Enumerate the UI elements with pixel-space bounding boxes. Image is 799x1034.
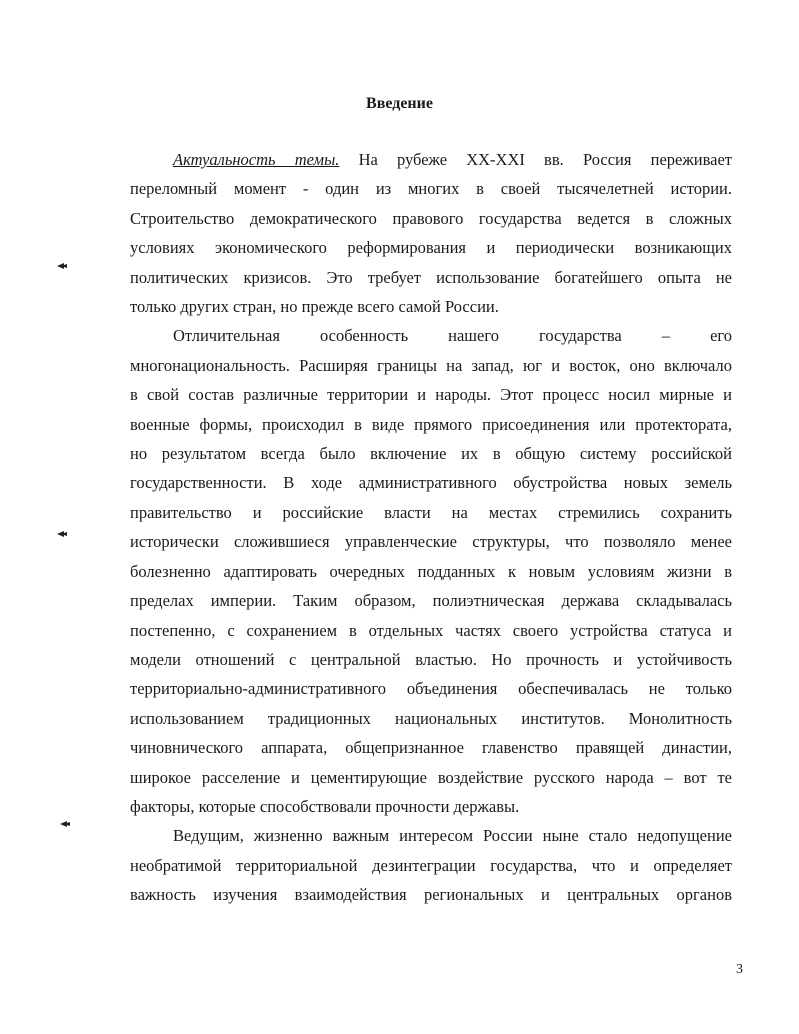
paragraph xyxy=(130,321,732,821)
text-line: в свой состав различные территории и народы. Этот процесс носил мирные и xyxy=(130,385,732,405)
text-line: условиях экономического реформирования и периодически возникающих xyxy=(130,238,732,258)
margin-mark-icon xyxy=(57,530,67,538)
text-line: государственности. В ходе административного обустройства новых земель xyxy=(130,473,732,493)
page-number: 3 xyxy=(736,962,743,977)
text-line: территориально-административного объединения обеспечивалась не только xyxy=(130,679,732,699)
text-line: Строительство демократического правового государства ведется в сложных xyxy=(130,208,732,228)
text-line: Отличительная особенность нашего государства – его xyxy=(173,326,732,346)
text-line: использованием традиционных национальных институтов. Монолитность xyxy=(130,708,732,728)
text-line: чиновнического аппарата, общепризнанное главенство правящей династии, xyxy=(130,738,732,758)
text-line: переломный момент - один из многих в своей тысячелетней истории. xyxy=(130,179,732,199)
text-line: многонациональность. Расширяя границы на запад, юг и восток, оно включало xyxy=(130,355,732,375)
text-line: необратимой территориальной дезинтеграции государства, что и определяет xyxy=(130,855,732,875)
text-line: только других стран, но прежде всего самой России. xyxy=(130,297,499,317)
topic-label: Актуальность темы. xyxy=(173,150,340,169)
text-line: исторически сложившиеся управленческие структуры, что позволяло менее xyxy=(130,532,732,552)
text-line: модели отношений с центральной властью. Но прочность и устойчивость xyxy=(130,649,732,669)
text-line: широкое расселение и цементирующие воздействие русского народа – вот те xyxy=(130,767,732,787)
page-title: Введение xyxy=(366,95,433,112)
text-line: факторы, которые способствовали прочности державы. xyxy=(130,796,520,816)
text-line: Актуальность темы. На рубеже XX-XXI вв. Россия переживает xyxy=(173,150,732,169)
text-line: политических кризисов. Это требует использование богатейшего опыта не xyxy=(130,267,732,287)
text-line: правительство и российские власти на местах стремились сохранить xyxy=(130,502,732,522)
margin-mark-icon xyxy=(57,262,67,270)
text-line: Ведущим, жизненно важным интересом России ныне стало недопущение xyxy=(173,826,732,846)
body-text xyxy=(130,145,732,910)
paragraph xyxy=(130,821,732,909)
text-line: важность изучения взаимодействия региональных и центральных органов xyxy=(130,885,732,905)
text-line: военные формы, происходил в виде прямого присоединения или протектората, xyxy=(130,414,732,434)
text-line: пределах империи. Таким образом, полиэтническая держава складывалась xyxy=(130,591,732,611)
text-line: болезненно адаптировать очередных подданных к новым условиям жизни в xyxy=(130,561,732,581)
text-line: но результатом всегда было включение их в общую систему российской xyxy=(130,444,732,464)
text-line: постепенно, с сохранением в отдельных частях своего устройства статуса и xyxy=(130,620,732,640)
margin-mark-icon xyxy=(60,820,70,828)
paragraph xyxy=(130,145,732,321)
